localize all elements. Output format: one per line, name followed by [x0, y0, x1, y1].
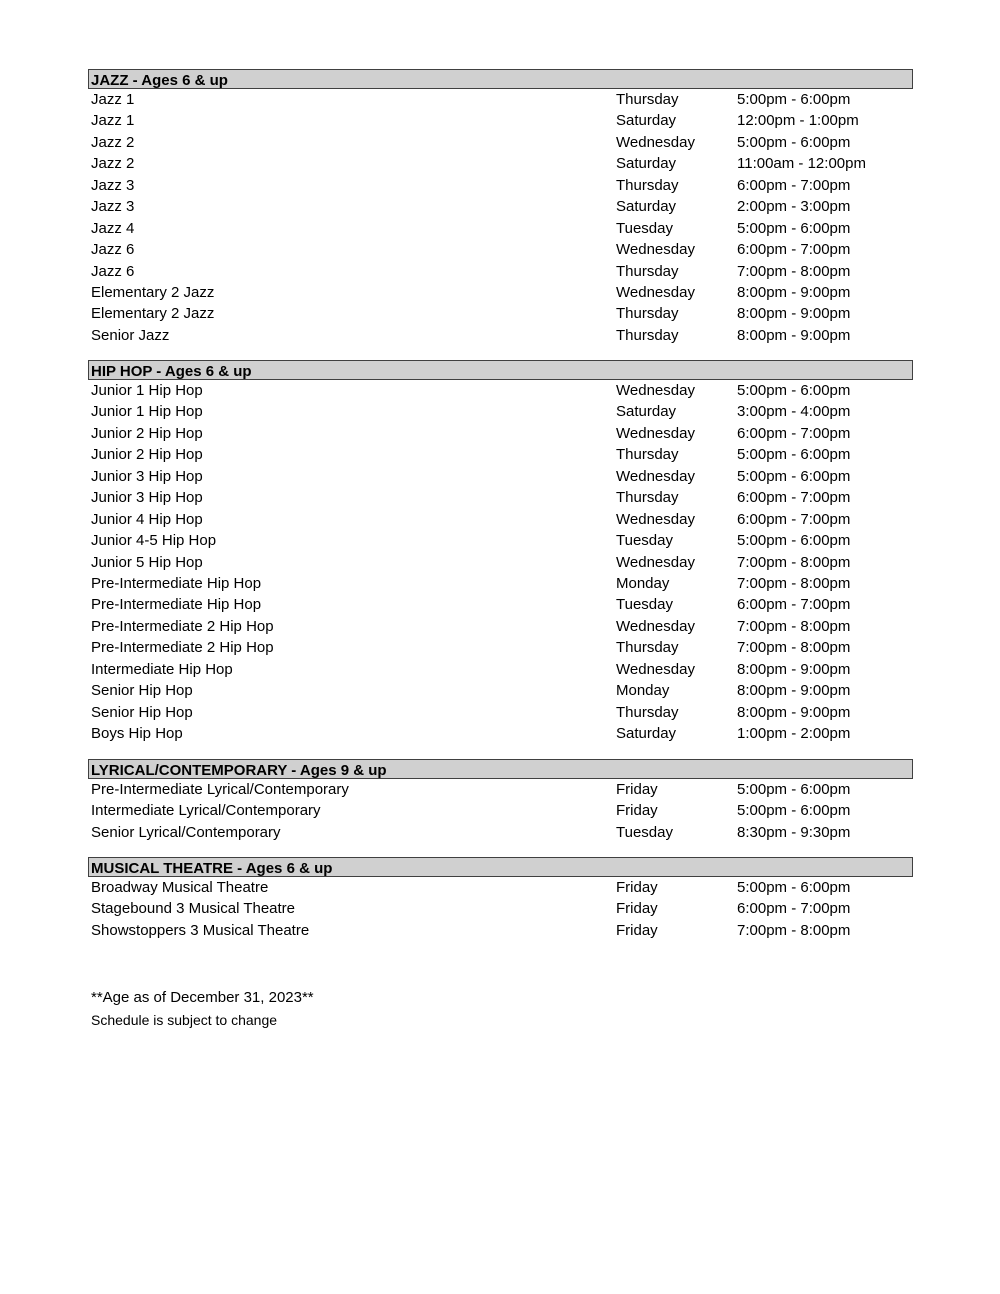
class-name: Junior 1 Hip Hop	[91, 403, 203, 421]
class-time: 6:00pm - 7:00pm	[737, 241, 851, 259]
class-row	[88, 380, 913, 401]
class-day: Saturday	[616, 112, 677, 130]
class-day: Thursday	[616, 176, 679, 194]
class-row	[88, 723, 913, 744]
class-name: Pre-Intermediate Hip Hop	[91, 596, 262, 614]
class-day: Saturday	[616, 198, 677, 216]
class-name: Junior 4 Hip Hop	[91, 510, 203, 528]
class-row	[88, 552, 913, 573]
class-day: Wednesday	[616, 660, 695, 678]
class-name: Jazz 4	[91, 219, 135, 237]
class-row	[88, 261, 913, 282]
class-name: Junior 4-5 Hip Hop	[91, 532, 217, 550]
class-name: Stagebound 3 Musical Theatre	[91, 900, 296, 918]
class-name: Junior 2 Hip Hop	[91, 424, 203, 442]
class-row	[88, 239, 913, 260]
class-name: Jazz 3	[91, 176, 135, 194]
class-row	[88, 282, 913, 303]
class-day: Saturday	[616, 725, 677, 742]
class-day: Saturday	[616, 155, 677, 173]
class-time: 8:00pm - 9:00pm	[737, 326, 851, 344]
class-time: 5:00pm - 6:00pm	[737, 219, 851, 237]
class-row	[88, 196, 913, 217]
class-time: 7:00pm - 8:00pm	[737, 639, 851, 657]
class-row	[88, 594, 913, 615]
class-row	[88, 509, 913, 530]
class-row	[88, 616, 913, 637]
class-row	[88, 444, 913, 465]
class-name: Intermediate Lyrical/Contemporary	[91, 802, 321, 820]
class-day: Thursday	[616, 305, 679, 323]
class-day: Tuesday	[616, 532, 673, 550]
class-day: Friday	[616, 781, 658, 798]
class-name: Elementary 2 Jazz	[91, 305, 215, 323]
class-name: Jazz 1	[91, 91, 135, 108]
schedule-disclaimer: Schedule is subject to change	[91, 1012, 278, 1028]
class-row	[88, 877, 913, 898]
class-row	[88, 920, 913, 941]
class-day: Friday	[616, 921, 658, 939]
class-time: 6:00pm - 7:00pm	[737, 176, 851, 194]
section-hip-hop	[88, 360, 913, 744]
class-name: Pre-Intermediate 2 Hip Hop	[91, 639, 274, 657]
class-time: 8:00pm - 9:00pm	[737, 703, 851, 721]
class-name: Boys Hip Hop	[91, 725, 183, 742]
class-time: 5:00pm - 6:00pm	[737, 91, 851, 108]
class-row	[88, 487, 913, 508]
class-day: Thursday	[616, 703, 679, 721]
class-day: Thursday	[616, 91, 679, 108]
class-row	[88, 401, 913, 422]
class-name: Junior 5 Hip Hop	[91, 553, 203, 571]
class-row	[88, 423, 913, 444]
class-day: Thursday	[616, 489, 679, 507]
class-name: Pre-Intermediate 2 Hip Hop	[91, 617, 274, 635]
class-day: Wednesday	[616, 424, 695, 442]
class-day: Friday	[616, 802, 658, 820]
class-row	[88, 530, 913, 551]
class-name: Senior Lyrical/Contemporary	[91, 823, 281, 841]
class-name: Jazz 2	[91, 133, 135, 151]
class-day: Thursday	[616, 326, 679, 344]
class-name: Junior 3 Hip Hop	[91, 467, 203, 485]
class-time: 8:00pm - 9:00pm	[737, 660, 851, 678]
class-name: Elementary 2 Jazz	[91, 283, 215, 301]
class-row	[88, 153, 913, 174]
class-day: Thursday	[616, 446, 679, 464]
class-row	[88, 800, 913, 821]
class-name: Jazz 6	[91, 262, 135, 280]
class-time: 5:00pm - 6:00pm	[737, 781, 851, 798]
class-day: Monday	[616, 574, 670, 592]
class-row	[88, 659, 913, 680]
class-time: 7:00pm - 8:00pm	[737, 921, 851, 939]
class-day: Wednesday	[616, 241, 695, 259]
class-row	[88, 175, 913, 196]
class-row	[88, 325, 913, 346]
class-time: 8:00pm - 9:00pm	[737, 283, 851, 301]
class-name: Pre-Intermediate Hip Hop	[91, 574, 262, 592]
class-day: Wednesday	[616, 510, 695, 528]
section-lyrical-contemporary	[88, 759, 913, 843]
class-time: 1:00pm - 2:00pm	[737, 725, 851, 742]
class-name: Junior 2 Hip Hop	[91, 446, 203, 464]
section-jazz	[88, 69, 913, 346]
class-day: Thursday	[616, 639, 679, 657]
class-time: 5:00pm - 6:00pm	[737, 446, 851, 464]
class-time: 6:00pm - 7:00pm	[737, 424, 851, 442]
class-name: Senior Hip Hop	[91, 682, 193, 700]
class-day: Wednesday	[616, 133, 695, 151]
class-time: 5:00pm - 6:00pm	[737, 133, 851, 151]
class-time: 6:00pm - 7:00pm	[737, 510, 851, 528]
class-time: 6:00pm - 7:00pm	[737, 489, 851, 507]
class-day: Monday	[616, 682, 670, 700]
class-time: 3:00pm - 4:00pm	[737, 403, 851, 421]
class-row	[88, 132, 913, 153]
class-time: 11:00am - 12:00pm	[737, 155, 866, 173]
class-row	[88, 89, 913, 110]
section-header: MUSICAL THEATRE - Ages 6 & up	[88, 857, 913, 877]
class-time: 5:00pm - 6:00pm	[737, 467, 851, 485]
class-day: Saturday	[616, 403, 677, 421]
class-name: Senior Hip Hop	[91, 703, 193, 721]
class-name: Jazz 6	[91, 241, 135, 259]
class-row	[88, 573, 913, 594]
class-name: Junior 1 Hip Hop	[91, 382, 203, 399]
class-day: Tuesday	[616, 596, 673, 614]
class-row	[88, 898, 913, 919]
class-time: 8:00pm - 9:00pm	[737, 305, 851, 323]
class-time: 5:00pm - 6:00pm	[737, 382, 851, 399]
class-day: Wednesday	[616, 382, 695, 399]
section-header: JAZZ - Ages 6 & up	[88, 69, 913, 89]
class-row	[88, 303, 913, 324]
class-row	[88, 218, 913, 239]
class-day: Friday	[616, 879, 658, 896]
class-time: 7:00pm - 8:00pm	[737, 574, 851, 592]
class-time: 5:00pm - 6:00pm	[737, 802, 851, 820]
class-name: Broadway Musical Theatre	[91, 879, 269, 896]
class-row	[88, 680, 913, 701]
class-time: 6:00pm - 7:00pm	[737, 900, 851, 918]
class-time: 7:00pm - 8:00pm	[737, 617, 851, 635]
class-name: Intermediate Hip Hop	[91, 660, 233, 678]
class-row	[88, 110, 913, 131]
class-day: Wednesday	[616, 617, 695, 635]
section-musical-theatre	[88, 857, 913, 941]
class-time: 7:00pm - 8:00pm	[737, 262, 851, 280]
class-day: Wednesday	[616, 283, 695, 301]
class-name: Junior 3 Hip Hop	[91, 489, 203, 507]
class-name: Jazz 3	[91, 198, 135, 216]
class-time: 8:00pm - 9:00pm	[737, 682, 851, 700]
class-row	[88, 466, 913, 487]
class-name: Senior Jazz	[91, 326, 170, 344]
class-name: Showstoppers 3 Musical Theatre	[91, 921, 310, 939]
class-row	[88, 779, 913, 800]
class-row	[88, 637, 913, 658]
class-name: Jazz 2	[91, 155, 135, 173]
class-day: Tuesday	[616, 219, 673, 237]
section-header: HIP HOP - Ages 6 & up	[88, 360, 913, 380]
class-day: Wednesday	[616, 467, 695, 485]
class-day: Wednesday	[616, 553, 695, 571]
class-time: 12:00pm - 1:00pm	[737, 112, 859, 130]
section-header: LYRICAL/CONTEMPORARY - Ages 9 & up	[88, 759, 913, 779]
class-day: Tuesday	[616, 823, 673, 841]
class-day: Thursday	[616, 262, 679, 280]
class-time: 5:00pm - 6:00pm	[737, 532, 851, 550]
class-time: 5:00pm - 6:00pm	[737, 879, 851, 896]
class-row	[88, 702, 913, 723]
class-name: Pre-Intermediate Lyrical/Contemporary	[91, 781, 349, 798]
class-time: 2:00pm - 3:00pm	[737, 198, 851, 216]
class-time: 8:30pm - 9:30pm	[737, 823, 851, 841]
class-time: 6:00pm - 7:00pm	[737, 596, 851, 614]
class-row	[88, 822, 913, 843]
class-name: Jazz 1	[91, 112, 135, 130]
class-time: 7:00pm - 8:00pm	[737, 553, 851, 571]
age-footnote: **Age as of December 31, 2023**	[91, 989, 314, 1006]
class-day: Friday	[616, 900, 658, 918]
